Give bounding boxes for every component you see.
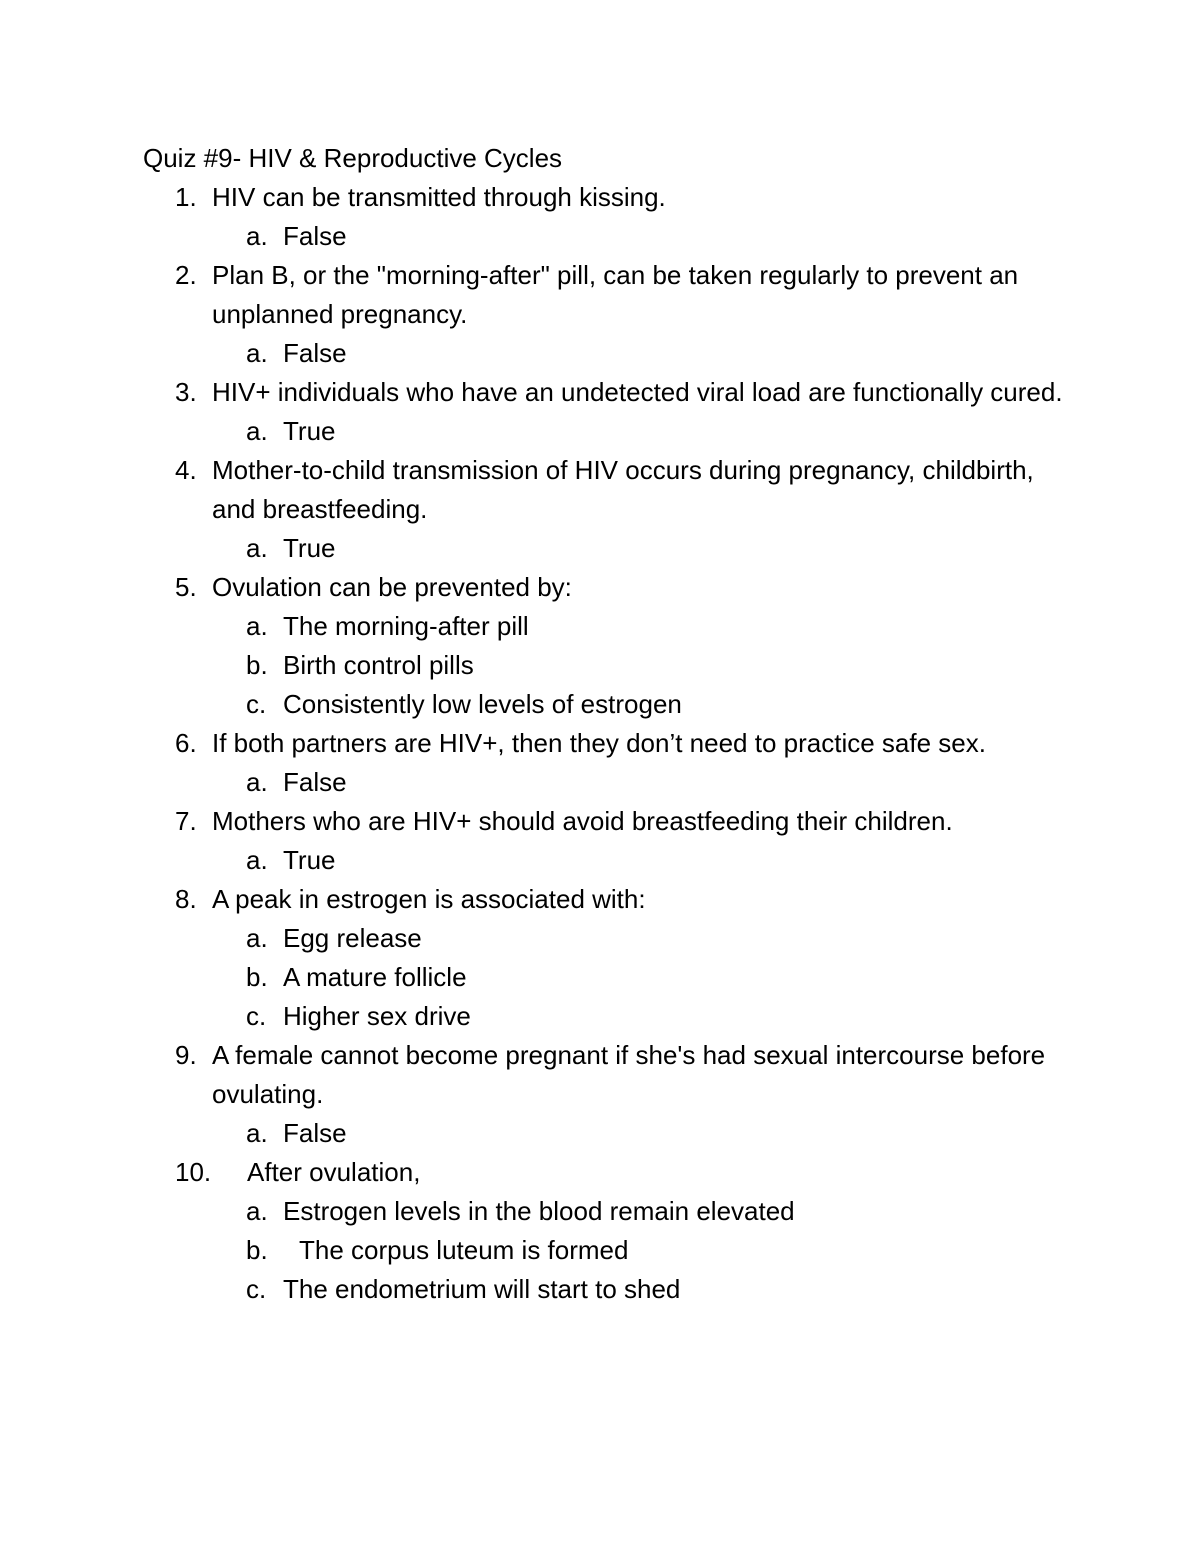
- answer-letter: b.: [246, 1235, 268, 1265]
- question-number: 3.: [175, 377, 197, 407]
- answer-letter: a.: [246, 1196, 268, 1226]
- answer-item: [0, 334, 1200, 373]
- answer-text: False: [283, 221, 347, 251]
- question-text: A female cannot become pregnant if she's had sexual intercourse before ovulating.: [212, 1040, 1046, 1109]
- question-7: [0, 802, 1200, 880]
- question-number: 5.: [175, 572, 197, 602]
- answer-text: False: [283, 767, 347, 797]
- answer-item: [0, 412, 1200, 451]
- answer-letter: c.: [246, 1274, 267, 1304]
- answer-text: The endometrium will start to shed: [283, 1274, 681, 1304]
- answer-text: True: [283, 416, 336, 446]
- answer-item: [0, 529, 1200, 568]
- answer-text: True: [283, 845, 336, 875]
- question-list: [0, 178, 1200, 1309]
- question-8: [0, 880, 1200, 1036]
- answer-item: [0, 763, 1200, 802]
- question-4: [0, 451, 1200, 568]
- answer-item: [0, 1114, 1200, 1153]
- answer-item: [0, 646, 1200, 685]
- answer-text: Estrogen levels in the blood remain elevated: [283, 1196, 795, 1226]
- answer-letter: a.: [246, 611, 268, 641]
- answer-list: [0, 607, 1200, 724]
- answer-item: [0, 919, 1200, 958]
- question-number: 9.: [175, 1040, 197, 1070]
- answer-text: The morning-after pill: [283, 611, 529, 641]
- question-number: 1.: [175, 182, 197, 212]
- question-text: HIV+ individuals who have an undetected viral load are functionally cured.: [212, 377, 1063, 407]
- question-number: 4.: [175, 455, 197, 485]
- question-number: 2.: [175, 260, 197, 290]
- question-9: [0, 1036, 1200, 1153]
- answer-text: Consistently low levels of estrogen: [283, 689, 682, 719]
- answer-text: Egg release: [283, 923, 422, 953]
- answer-letter: a.: [246, 845, 268, 875]
- answer-letter: a.: [246, 1118, 268, 1148]
- answer-letter: c.: [246, 689, 267, 719]
- question-2: [0, 256, 1200, 373]
- question-text: Ovulation can be prevented by:: [212, 572, 572, 602]
- answer-letter: a.: [246, 338, 268, 368]
- question-text: Mother-to-child transmission of HIV occurs during pregnancy, childbirth, and breastfeeding.: [212, 455, 1034, 524]
- question-10: [0, 1153, 1200, 1309]
- answer-item: [0, 1270, 1200, 1309]
- answer-letter: a.: [246, 416, 268, 446]
- answer-item: [0, 958, 1200, 997]
- answer-text: Birth control pills: [283, 650, 474, 680]
- question-text: After ovulation,: [247, 1157, 421, 1187]
- answer-item: [0, 1192, 1200, 1231]
- answer-letter: a.: [246, 221, 268, 251]
- answer-letter: a.: [246, 923, 268, 953]
- answer-item: [0, 685, 1200, 724]
- answer-letter: b.: [246, 962, 268, 992]
- question-text: A peak in estrogen is associated with:: [212, 884, 646, 914]
- question-3: [0, 373, 1200, 451]
- question-text: Mothers who are HIV+ should avoid breastfeeding their children.: [212, 806, 953, 836]
- quiz-title: Quiz #9- HIV & Reproductive Cycles: [143, 143, 563, 173]
- question-5: [0, 568, 1200, 724]
- answer-list: [0, 217, 1200, 256]
- answer-list: [0, 529, 1200, 568]
- answer-item: [0, 841, 1200, 880]
- answer-list: [0, 412, 1200, 451]
- answer-list: [0, 841, 1200, 880]
- answer-item: [0, 607, 1200, 646]
- answer-text: The corpus luteum is formed: [299, 1235, 629, 1265]
- question-text: If both partners are HIV+, then they don’t need to practice safe sex.: [212, 728, 986, 758]
- answer-text: A mature follicle: [283, 962, 467, 992]
- answer-letter: c.: [246, 1001, 267, 1031]
- question-number: 10.: [175, 1157, 212, 1187]
- question-6: [0, 724, 1200, 802]
- answer-text: False: [283, 338, 347, 368]
- answer-text: False: [283, 1118, 347, 1148]
- answer-letter: b.: [246, 650, 268, 680]
- question-1: [0, 178, 1200, 256]
- question-text: Plan B, or the "morning-after" pill, can be taken regularly to prevent an unplanned pregnancy.: [212, 260, 1019, 329]
- answer-list: [0, 763, 1200, 802]
- question-text: HIV can be transmitted through kissing.: [212, 182, 666, 212]
- question-number: 8.: [175, 884, 197, 914]
- answer-list: [0, 1114, 1200, 1153]
- answer-list: [0, 1192, 1200, 1309]
- answer-letter: a.: [246, 767, 268, 797]
- answer-letter: a.: [246, 533, 268, 563]
- answer-text: Higher sex drive: [283, 1001, 471, 1031]
- answer-list: [0, 919, 1200, 1036]
- answer-list: [0, 334, 1200, 373]
- answer-item: [0, 1231, 1200, 1270]
- answer-item: [0, 997, 1200, 1036]
- answer-text: True: [283, 533, 336, 563]
- answer-item: [0, 217, 1200, 256]
- question-number: 7.: [175, 806, 197, 836]
- question-number: 6.: [175, 728, 197, 758]
